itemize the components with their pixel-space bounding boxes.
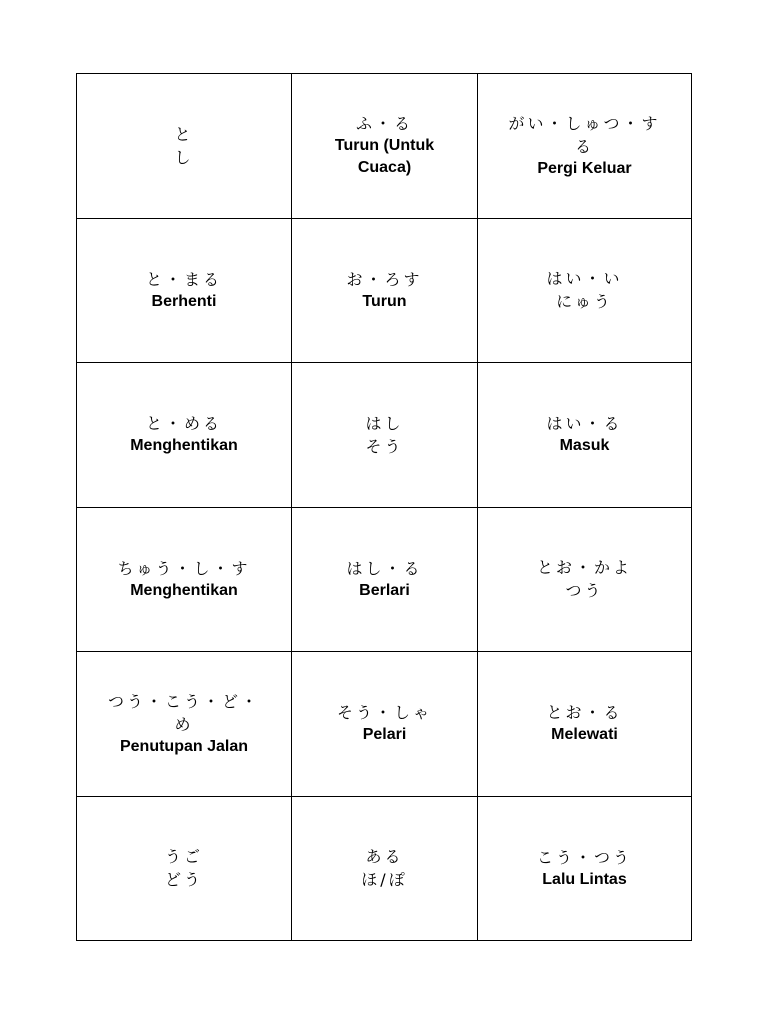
card-meaning: Lalu Lintas: [542, 870, 627, 888]
card-meaning: Pelari: [362, 726, 407, 744]
card-japanese: と し: [174, 124, 194, 167]
card-meaning: Pergi Keluar: [537, 159, 632, 177]
card-japanese: ちゅう・し・す: [117, 558, 251, 578]
card-meaning: Penutupan Jalan: [119, 737, 249, 755]
card-japanese: はし・る: [346, 558, 423, 578]
flashcard: [77, 508, 292, 653]
card-meaning: Berhenti: [151, 292, 217, 310]
card-meaning: Turun: [362, 292, 407, 310]
flashcard: [77, 74, 292, 219]
flashcard: [478, 508, 692, 653]
card-japanese: うご どう: [164, 847, 203, 890]
card-japanese: はし そう: [365, 413, 404, 456]
card-japanese: とお・る: [546, 703, 623, 723]
flashcard: [292, 652, 478, 797]
card-japanese: はい・る: [546, 414, 623, 434]
flashcard: [478, 797, 692, 942]
card-japanese: つう・こう・ど・ め: [107, 691, 260, 734]
flashcard: [292, 363, 478, 508]
flashcard: [478, 219, 692, 364]
flashcard: [77, 363, 292, 508]
card-meaning: Masuk: [559, 437, 610, 455]
flashcard: [478, 652, 692, 797]
flashcard: [478, 74, 692, 219]
flashcard: [77, 652, 292, 797]
flashcard: [478, 363, 692, 508]
card-meaning: Menghentikan: [130, 581, 238, 599]
flashcard: [77, 219, 292, 364]
card-japanese: とお・かよ つう: [536, 558, 632, 601]
card-meaning: Turun (Untuk Cuaca): [334, 137, 435, 177]
card-japanese: そう・しゃ: [336, 703, 432, 723]
card-japanese: はい・い にゅう: [546, 269, 623, 312]
card-meaning: Menghentikan: [130, 437, 238, 455]
card-japanese: と・まる: [145, 269, 222, 289]
card-japanese: ふ・る: [355, 114, 413, 134]
card-meaning: Melewati: [551, 726, 618, 744]
card-japanese: と・める: [145, 414, 222, 434]
flashcard: [292, 219, 478, 364]
card-japanese: こう・つう: [536, 847, 632, 867]
card-japanese: がい・しゅつ・す る: [508, 113, 661, 156]
flashcard-grid: [76, 73, 692, 941]
flashcard: [77, 797, 292, 942]
flashcard: [292, 74, 478, 219]
card-meaning: Berlari: [359, 581, 410, 599]
flashcard: [292, 797, 478, 942]
flashcard: [292, 508, 478, 653]
card-japanese: お・ろす: [346, 269, 423, 289]
card-japanese: ある ほ/ぽ: [361, 847, 408, 890]
